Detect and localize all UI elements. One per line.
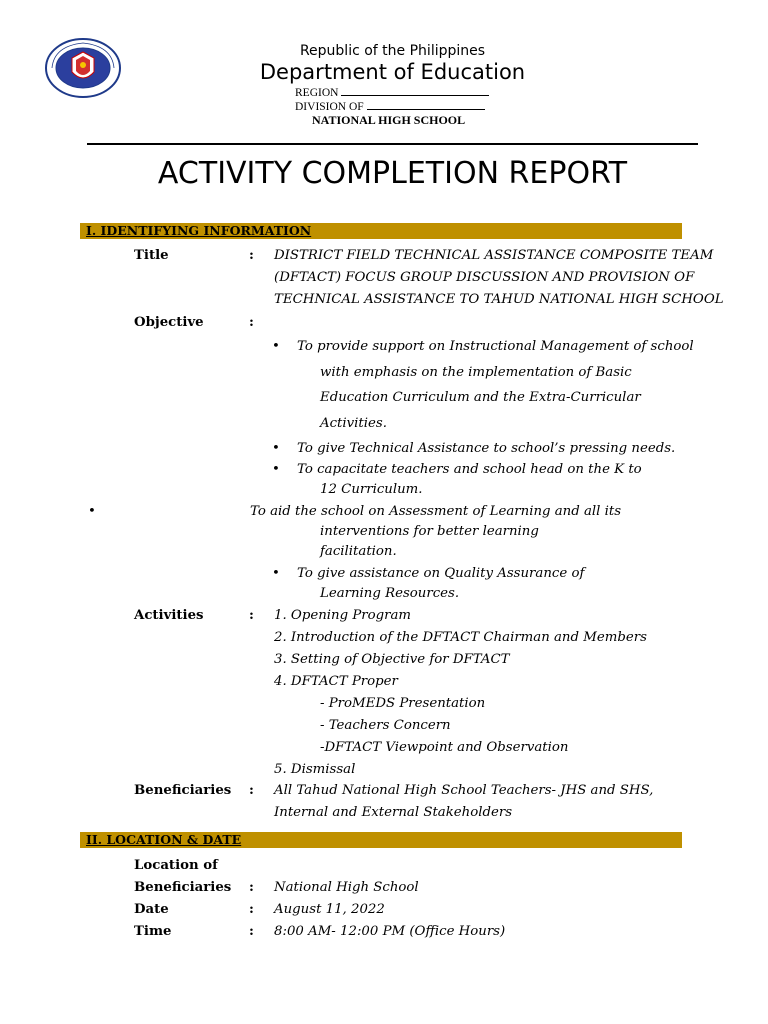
objective-4-line-1: To aid the school on Assessment of Learning and all its — [250, 504, 622, 519]
objective-1-line-3: Education Curriculum and the Extra-Curricular — [320, 390, 641, 405]
date-value: August 11, 2022 — [274, 902, 385, 917]
location-label-2: Beneficiaries — [134, 880, 232, 895]
date-colon: : — [249, 902, 254, 917]
beneficiaries-label: Beneficiaries — [134, 783, 232, 798]
beneficiaries-colon: : — [249, 783, 254, 798]
objective-5-line-2: Learning Resources. — [320, 586, 460, 601]
activity-item: 5. Dismissal — [274, 762, 356, 777]
time-label: Time — [134, 924, 172, 939]
time-value: 8:00 AM- 12:00 PM (Office Hours) — [274, 924, 506, 939]
objective-4-line-2: interventions for better learning — [320, 524, 539, 539]
objective-bullet: • — [272, 339, 280, 354]
section-heading-location: II. LOCATION & DATE — [86, 832, 242, 847]
title-label: Title — [134, 248, 169, 263]
activity-item: 4. DFTACT Proper — [274, 674, 398, 689]
activities-colon: : — [249, 608, 254, 623]
header-divider — [87, 143, 698, 145]
activity-item: 2. Introduction of the DFTACT Chairman and Members — [274, 630, 647, 645]
location-value: National High School — [274, 880, 419, 895]
division-label: DIVISION OF — [295, 101, 364, 113]
time-colon: : — [249, 924, 254, 939]
beneficiaries-line-1: All Tahud National High School Teachers- JHS and SHS, — [274, 783, 654, 798]
objective-bullet: • — [272, 462, 280, 477]
objective-1-line-1: To provide support on Instructional Management of school — [297, 339, 694, 354]
section-bar-location — [80, 832, 682, 848]
beneficiaries-line-2: Internal and External Stakeholders — [274, 805, 513, 820]
school-name: NATIONAL HIGH SCHOOL — [312, 113, 466, 127]
region-label: REGION — [295, 87, 339, 99]
section-bar-identifying — [80, 223, 682, 239]
activity-item: 3. Setting of Objective for DFTACT — [274, 652, 510, 667]
title-line-2: (DFTACT) FOCUS GROUP DISCUSSION AND PROVISION OF — [274, 270, 695, 285]
report-title: ACTIVITY COMPLETION REPORT — [157, 156, 628, 191]
date-label: Date — [134, 902, 169, 917]
division-blank — [367, 100, 485, 110]
section-heading-identifying: I. IDENTIFYING INFORMATION — [86, 223, 312, 238]
objective-3-line-2: 12 Curriculum. — [320, 482, 423, 497]
activity-subitem: - Teachers Concern — [320, 718, 451, 733]
location-label-1: Location of — [134, 858, 218, 873]
objective-5-line-1: To give assistance on Quality Assurance of — [297, 566, 585, 581]
activity-subitem: -DFTACT Viewpoint and Observation — [320, 740, 569, 755]
title-colon: : — [249, 248, 254, 263]
objective-4-line-3: facilitation. — [320, 544, 397, 559]
objective-2-line-1: To give Technical Assistance to school’s pressing needs. — [297, 441, 676, 456]
region-line — [295, 86, 489, 99]
objective-1-line-4: Activities. — [320, 416, 387, 431]
objective-bullet: • — [88, 504, 96, 519]
objective-1-line-2: with emphasis on the implementation of Basic — [320, 365, 632, 380]
objective-bullet: • — [272, 441, 280, 456]
title-line-3: TECHNICAL ASSISTANCE TO TAHUD NATIONAL HIGH SCHOOL — [274, 292, 724, 307]
department-name: Department of Education — [259, 60, 526, 84]
republic-line: Republic of the Philippines — [299, 43, 486, 59]
objective-bullet: • — [272, 566, 280, 581]
division-line — [295, 100, 485, 113]
activities-label: Activities — [134, 608, 204, 623]
region-blank — [341, 86, 489, 96]
title-line-1: DISTRICT FIELD TECHNICAL ASSISTANCE COMPOSITE TEAM — [274, 248, 714, 263]
activity-subitem: - ProMEDS Presentation — [320, 696, 486, 711]
location-colon: : — [249, 880, 254, 895]
activity-item: 1. Opening Program — [274, 608, 412, 623]
objective-label: Objective — [134, 315, 204, 330]
objective-colon: : — [249, 315, 254, 330]
objective-3-line-1: To capacitate teachers and school head on the K to — [297, 462, 642, 477]
